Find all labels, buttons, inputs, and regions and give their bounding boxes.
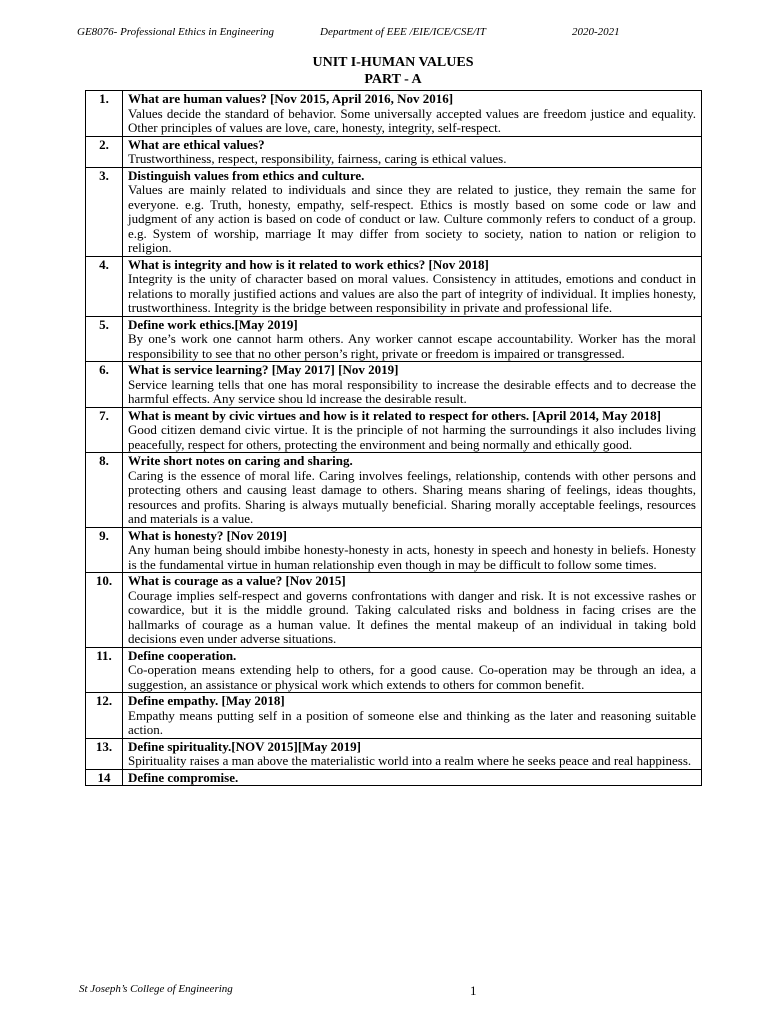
question-cell — [123, 738, 702, 769]
question-row — [86, 167, 702, 256]
academic-year: 2020-2021 — [572, 26, 620, 38]
course-title: GE8076- Professional Ethics in Engineering — [77, 26, 274, 38]
question-cell — [123, 91, 702, 137]
unit-title: UNIT I-HUMAN VALUES — [312, 55, 474, 70]
answer-text: Courage implies self-respect and governs confrontations with danger and risk. It is not excessive rashes or cowardice, but it is the middle ground. Taking calculated risks and boldness in facing crises are the hallmarks of courage as a human value. It defines the mental makeup of an individual in taking bold decisions even under adverse situations. — [128, 587, 696, 646]
question-text: What is meant by civic virtues and how is it related to respect for others. [April 2014, May 2018] — [128, 407, 661, 423]
answer-text: Spirituality raises a man above the materialistic world into a realm where he seeks peace and real happiness. — [128, 753, 692, 768]
question-text: What are human values? [Nov 2015, April 2016, Nov 2016] — [128, 91, 454, 106]
answer-text: Trustworthiness, respect, responsibility, fairness, caring is ethical values. — [128, 151, 507, 166]
answer-text: Values decide the standard of behavior. Some universally accepted values are freedom justice and equality. Other principles of values are love, care, honesty, integrity, self-respect. — [128, 105, 696, 135]
question-number: 5. — [86, 316, 123, 362]
answer-text: Good citizen demand civic virtue. It is the principle of not harming the surroundings it also includes living peacefully, respect for others, protecting the environment and being normally and ethically good. — [128, 422, 696, 452]
question-number: 3. — [86, 167, 123, 256]
question-cell — [123, 256, 702, 316]
question-row — [86, 769, 702, 786]
question-text: Define empathy. [May 2018] — [128, 693, 285, 708]
question-cell — [123, 647, 702, 693]
question-row — [86, 316, 702, 362]
question-row — [86, 256, 702, 316]
question-row — [86, 573, 702, 648]
question-cell — [123, 167, 702, 256]
question-text: Define compromise. — [128, 769, 239, 785]
section-titles — [0, 54, 768, 88]
question-row — [86, 91, 702, 137]
question-number: 7. — [86, 407, 123, 453]
question-cell — [123, 316, 702, 362]
answer-text: By one’s work one cannot harm others. Any worker cannot escape accountability. Worker has the moral responsibility to see that no other person’s right, private or freedom is impaired or transgressed. — [128, 331, 696, 361]
question-row — [86, 407, 702, 453]
answer-text: Caring is the essence of moral life. Caring involves feelings, relationship, contends with other persons and protecting others and causing least damage to others. Sharing means sharing of feelings, ideas thoughts, resources and profits. Sharing is always mutually beneficial. Sharing morally acceptable feelings, resources and materials is a value. — [128, 467, 696, 526]
question-number: 2. — [86, 136, 123, 167]
question-text: What is courage as a value? [Nov 2015] — [128, 573, 346, 588]
question-number: 1. — [86, 91, 123, 137]
question-cell — [123, 693, 702, 739]
question-number: 11. — [86, 647, 123, 693]
department-label: Department of EEE /EIE/ICE/CSE/IT — [320, 26, 486, 38]
question-text: What is integrity and how is it related to work ethics? [Nov 2018] — [128, 256, 489, 272]
answer-text: Empathy means putting self in a position of someone else and thinking as the later and reasoning suitable action. — [128, 707, 696, 737]
question-row — [86, 738, 702, 769]
question-table — [85, 90, 702, 786]
question-text: What is honesty? [Nov 2019] — [128, 527, 287, 543]
question-row — [86, 693, 702, 739]
question-row — [86, 647, 702, 693]
part-title: PART - A — [364, 72, 422, 87]
page-header — [0, 24, 768, 42]
question-number: 8. — [86, 453, 123, 528]
question-cell — [123, 136, 702, 167]
question-cell — [123, 527, 702, 573]
question-text: Define cooperation. — [128, 647, 237, 663]
question-cell — [123, 407, 702, 453]
question-number: 6. — [86, 362, 123, 408]
answer-text: Integrity is the unity of character based on moral values. Consistency in attitudes, emotions and conduct in relations to morally justified actions and values are also the part of integrity of individual. It implies honesty, trustworthiness. Integrity is the bridge between responsibility in private and professional life. — [128, 271, 696, 315]
question-cell — [123, 453, 702, 528]
question-cell — [123, 573, 702, 648]
question-number: 9. — [86, 527, 123, 573]
question-text: Distinguish values from ethics and culture. — [128, 167, 365, 183]
question-table-body — [86, 91, 702, 786]
college-name: St Joseph’s College of Engineering — [79, 983, 233, 995]
question-text: What are ethical values? — [128, 136, 265, 152]
answer-text: Co-operation means extending help to others, for a good cause. Co-operation may be through an idea, a suggestion, an assistance or physical work which extends to others for common benefit. — [128, 662, 696, 692]
answer-text: Service learning tells that one has moral responsibility to increase the desirable effects and to decrease the harmful effects. Any service shou ld increase the desirable result. — [128, 376, 696, 406]
question-number: 12. — [86, 693, 123, 739]
question-number: 10. — [86, 573, 123, 648]
page-number: 1 — [470, 983, 477, 998]
question-row — [86, 362, 702, 408]
page-footer — [0, 980, 768, 1010]
question-text: Define spirituality.[NOV 2015][May 2019] — [128, 738, 362, 754]
answer-text: Any human being should imbibe honesty-honesty in acts, honesty in speech and honesty in beliefs. Honesty is the fundamental virtue in human relationship even though in may be difficult to follow some times. — [128, 542, 696, 572]
question-number: 14 — [86, 769, 123, 786]
question-cell — [123, 362, 702, 408]
answer-text: Values are mainly related to individuals and since they are related to justice, they remain the same for everyone. e.g. Truth, honesty, empathy, self-respect. Ethics is mostly based on some code or law and judgment of any action is based on code of conduct or law. Culture commonly refers to conduct of a group. e.g. System of worship, marriage It may differ from society to society, nation to nation or religion to religion. — [128, 182, 696, 255]
question-number: 4. — [86, 256, 123, 316]
question-cell — [123, 769, 702, 786]
question-row — [86, 453, 702, 528]
question-row — [86, 136, 702, 167]
question-number: 13. — [86, 738, 123, 769]
question-row — [86, 527, 702, 573]
question-text: Define work ethics.[May 2019] — [128, 316, 298, 332]
question-text: Write short notes on caring and sharing. — [128, 453, 353, 468]
question-text: What is service learning? [May 2017] [Nov 2019] — [128, 362, 399, 377]
